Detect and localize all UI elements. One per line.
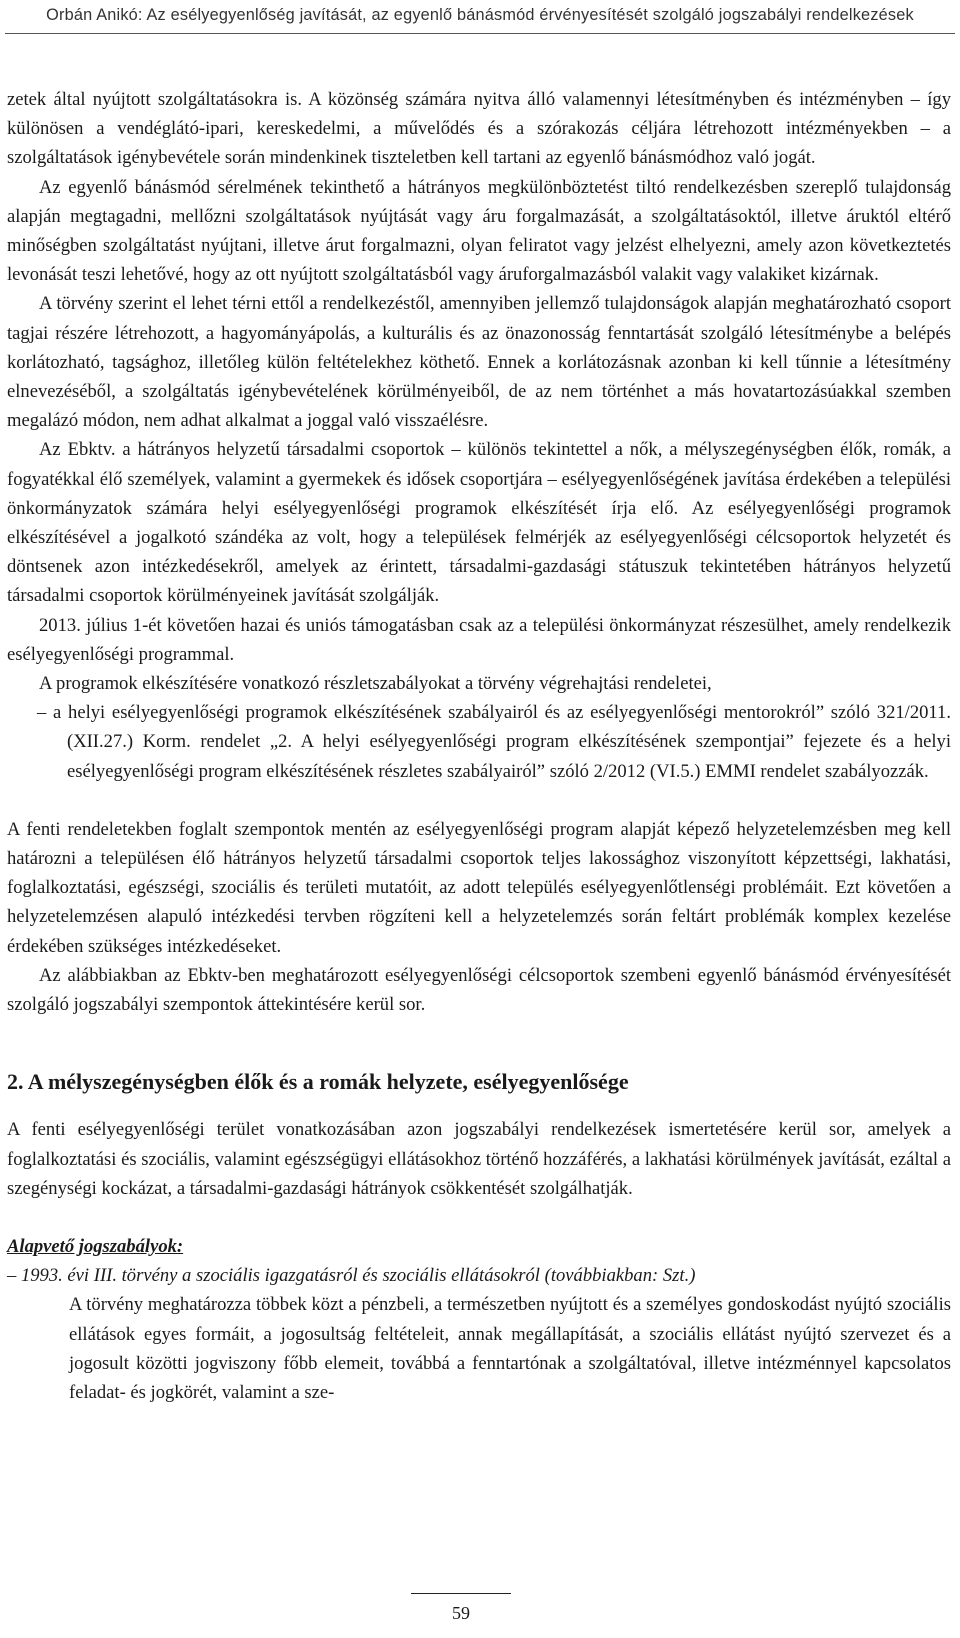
- spacer: [7, 1203, 951, 1232]
- page-number: 59: [452, 1603, 470, 1623]
- paragraph: Az alábbiakban az Ebktv-ben meghatározott esélyegyenlőségi célcsoportok szembeni egyenlő bánásmód érvényesítését szolgáló jogszabályi szempontok áttekintésére kerül sor.: [7, 964, 951, 1016]
- footer-divider: [411, 1593, 511, 1594]
- paragraph: A programok elkészítésére vonatkozó részletszabályokat a törvény végrehajtási rendeletei,: [39, 673, 712, 695]
- section-intro: A fenti esélyegyenlőségi terület vonatkozásában azon jogszabályi rendelkezések ismertetésére kerül sor, amelyek a foglalkoztatási és szociális, valamint egészségügyi ellátásokhoz történő hozzáférés, a lakhatási körülmények javítását, ezáltal a szegénységi kockázat, a társadalmi-gazdasági hátrányok csökkentését szolgálhatják.: [7, 1119, 951, 1199]
- header-divider: [5, 33, 955, 34]
- subheading: Alapvető jogszabályok:: [7, 1235, 184, 1257]
- page-body: [7, 85, 951, 1407]
- paragraph: A törvény szerint el lehet térni ettől a rendelkezéstől, amennyiben jellemző tulajdonságok alapján meghatározható csoport tagjai részére létrehozott, a hagyományápolás, a kulturális és az önazonosság fenntartását szolgáló létesítménybe a belépés korlátozható, tagsághoz, illetőleg külön feltételekhez köthető. Ennek a korlátozásnak azonban ki kell tűnnie a létesítmény elnevezéséből, a szolgáltatás igénybevételének körülményeiből, de az nem történhet a más hovatartozásúakkal szemben megalázó módon, nem adhat alkalmat a joggal való visszaélésre.: [7, 293, 951, 432]
- paragraph: Az Ebktv. a hátrányos helyzetű társadalmi csoportok – különös tekintettel a nők, a mélyszegénységben élők, romák, a fogyatékkal élő személyek, valamint a gyermekek és idősek csoportjára – esélyegyenlőségének javítása érdekében a települési önkormányzatok számára helyi esélyegyenlőségi programok elkészítését írja elő. Az esélyegyenlőségi programok elkészítésével a jogalkotó szándéka az volt, hogy a települések felmérjék az esélyegyenlőségi célcsoportok helyzetét és döntsenek azon intézkedésekről, amelyek az érintett, társadalmi-gazdasági státuszuk tekintetében hátrányos helyzetű társadalmi csoportok körülményeinek javítását szolgálják.: [7, 439, 951, 607]
- spacer: [7, 1019, 951, 1067]
- paragraph: 2013. július 1-ét követően hazai és uniós támogatásban csak az a települési önkormányzat részesülhet, amely rendelkezik esélyegyenlőségi programmal.: [7, 614, 951, 665]
- running-header: Orbán Anikó: Az esélyegyenlőség javítását, az egyenlő bánásmód érvényesítését szolgáló jogszabályi rendelkezések: [46, 6, 914, 24]
- paragraph: Az egyenlő bánásmód sérelmének tekinthető a hátrányos megkülönböztetést tiltó rendelkezésben szereplő tulajdonság alapján megtagadni, mellőzni szolgáltatások nyújtását vagy áru forgalmazását, a szolgáltatásoktól, illetve áruktól eltérő minőségben szolgáltatást nyújtani, illetve árut forgalmazni, olyan feliratot vagy jelzést elhelyezni, amely azon következtetés levonását teszi lehetővé, hogy az ott nyújtott szolgáltatásból vagy áruforgalmazásból valakit vagy valakiket kizárnak.: [7, 176, 951, 286]
- paragraph: A fenti rendeletekben foglalt szempontok mentén az esélyegyenlőségi program alapját képező helyzetelemzésben meg kell határozni a településen élő hátrányos helyzetű társadalmi csoportok teljes lakossághoz viszonyított képzettségi, lakhatási, foglalkoztatási, egészségi, szociális és területi mutatóit, az adott település esélyegyenlőtlenségi problémáit. Ezt követően a helyzetelemzésen alapuló intézkedési tervben rögzíteni kell a helyzetelemzés során feltárt problémák komplex kezelése érdekében szükséges intézkedéseket.: [7, 818, 951, 957]
- paragraph-continuation: zetek által nyújtott szolgáltatásokra is. A közönség számára nyitva álló valamennyi létesítményben és intézményben – így különösen a vendéglátó-ipari, kereskedelmi, a művelődés és a szórakozás céljára létrehozott intézményekben – a szolgáltatások igénybevétele során mindenkinek tiszteletben kell tartani az egyenlő bánásmódhoz való jogát.: [7, 89, 951, 169]
- list-item: – a helyi esélyegyenlőségi programok elkészítésének szabályairól és az esélyegyenlőségi mentorokról” szóló 321/2011. (XII.27.) Korm. rendelet „2. A helyi esélyegyenlőségi program elkészítésének szempontjai” fejezete és a helyi esélyegyenlőségi program elkészítésének részletes szabályairól” szóló 2/2012 (VI.5.) EMMI rendelet szabályozzák.: [37, 702, 951, 782]
- law-reference: – 1993. évi III. törvény a szociális igazgatásról és szociális ellátásokról (továbbiakban: Szt.): [7, 1265, 696, 1287]
- law-description: A törvény meghatározza többek közt a pénzbeli, a természetben nyújtott és a személyes gondoskodást nyújtó szociális ellátások egyes formáit, a jogosultság feltételeit, annak megállapítását, a szociális ellátást nyújtó szervezet és a jogosult közötti jogviszony főbb elemeit, továbbá a fenntartónak a szolgáltatóval, illetve intézménnyel kapcsolatos feladat- és jogkörét, valamint a sze-: [69, 1294, 951, 1403]
- spacer: [7, 786, 951, 815]
- section-heading: 2. A mélyszegénységben élők és a romák helyzete, esélyegyenlősége: [7, 1069, 629, 1095]
